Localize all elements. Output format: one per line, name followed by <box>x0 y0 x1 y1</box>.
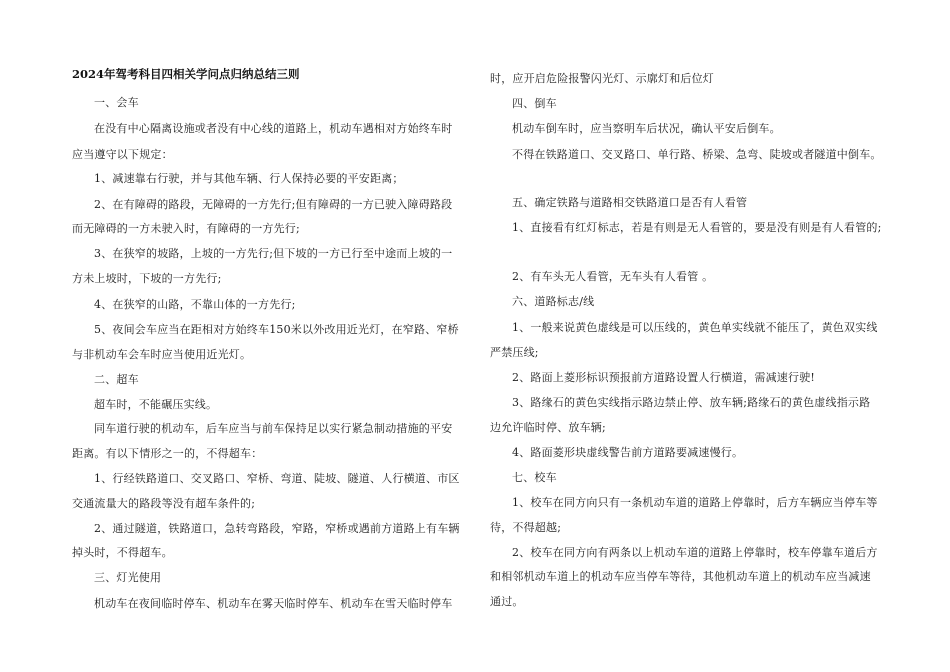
text-line: 交通流量大的路段等没有超车条件的; <box>72 497 256 510</box>
text-line: 超车时，不能碾压实线。 <box>94 398 218 411</box>
text-line: 应当遵守以下规定： <box>72 148 173 161</box>
text-line: 一、会车 <box>94 96 139 109</box>
text-line: 2、在有障碍的路段，无障碍的一方先行;但有障碍的一方已驶入障碍路段 <box>94 198 453 211</box>
text-line: 五、确定铁路与道路相交铁路道口是否有人看管 <box>512 196 748 209</box>
text-line: 而无障碍的一方未驶入时，有障碍的一方先行; <box>72 222 300 235</box>
text-line: 1、减速靠右行驶，并与其他车辆、行人保持必要的平安距离； <box>94 172 404 185</box>
text-line: 2、有车头无人看管，无车头有人看管 。 <box>512 270 714 283</box>
text-line: 掉头时，不得超车。 <box>72 546 173 559</box>
text-line: 1、一般来说黄色虚线是可以压线的，黄色单实线就不能压了，黄色双实线 <box>512 321 878 334</box>
text-line: 同车道行驶的机动车，后车应当与前车保持足以实行紧急制动措施的平安 <box>94 422 453 435</box>
text-line: 六、道路标志/线 <box>512 295 595 308</box>
text-line: 和相邻机动车道上的机动车应当停车等待，其他机动车道上的机动车应当减速 <box>490 570 871 583</box>
text-line: 4、路面菱形块虚线警告前方道路要减速慢行。 <box>512 446 744 459</box>
text-line: 严禁压线; <box>490 346 539 359</box>
text-line: 3、路缘石的黄色实线指示路边禁止停、放车辆;路缘石的黄色虚线指示路 <box>512 396 871 409</box>
text-line: 二、超车 <box>94 373 139 386</box>
text-line: 不得在铁路道口、交叉路口、单行路、桥梁、急弯、陡坡或者隧道中倒车。 <box>512 148 882 161</box>
text-line: 方未上坡时，下坡的一方先行; <box>72 272 222 285</box>
text-line: 3、在狭窄的坡路，上坡的一方先行;但下坡的一方已行至中途而上坡的一 <box>94 247 453 260</box>
text-line: 三、灯光使用 <box>94 571 162 584</box>
text-line: 待，不得超越; <box>490 521 562 534</box>
text-line: 边允许临时停、放车辆; <box>490 421 606 434</box>
text-line: 七、校车 <box>512 471 557 484</box>
text-line: 1、行经铁路道口、交叉路口、窄桥、弯道、陡坡、隧道、人行横道、市区 <box>94 472 460 485</box>
text-line: 1、直接看有红灯标志，若是有则是无人看管的，要是没有则是有人看管的; <box>512 221 882 234</box>
text-line: 2、校车在同方向有两条以上机动车道的道路上停靠时，校车停靠车道后方 <box>512 546 878 559</box>
text-line: 时，应开启危险报警闪光灯、示廓灯和后位灯 <box>490 72 714 85</box>
text-line: 5、夜间会车应当在距相对方始终车150米以外改用近光灯，在窄路、窄桥 <box>94 323 459 336</box>
text-line: 与非机动车会车时应当使用近光灯。 <box>72 348 252 361</box>
text-line: 机动车倒车时，应当察明车后状况，确认平安后倒车。 <box>512 122 781 135</box>
text-line: 2、路面上菱形标识预报前方道路设置人行横道，需减速行驶! <box>512 371 816 384</box>
text-line: 1、校车在同方向只有一条机动车道的道路上停靠时，后方车辆应当停车等 <box>512 496 878 509</box>
text-line: 通过。 <box>490 595 524 608</box>
text-line: 机动车在夜间临时停车、机动车在雾天临时停车、机动车在雪天临时停车 <box>94 597 453 610</box>
document-title: 2024年驾考科目四相关学问点归纳总结三则 <box>72 67 300 81</box>
text-line: 2、通过隧道，铁路道口，急转弯路段，窄路，窄桥或遇前方道路上有车辆 <box>94 522 460 535</box>
text-line: 四、倒车 <box>512 97 557 110</box>
text-line: 在没有中心隔离设施或者没有中心线的道路上，机动车遇相对方始终车时 <box>94 122 453 135</box>
text-line: 距离。有以下情形之一的，不得超车： <box>72 447 263 460</box>
text-line: 4、在狭窄的山路，不靠山体的一方先行; <box>94 298 296 311</box>
